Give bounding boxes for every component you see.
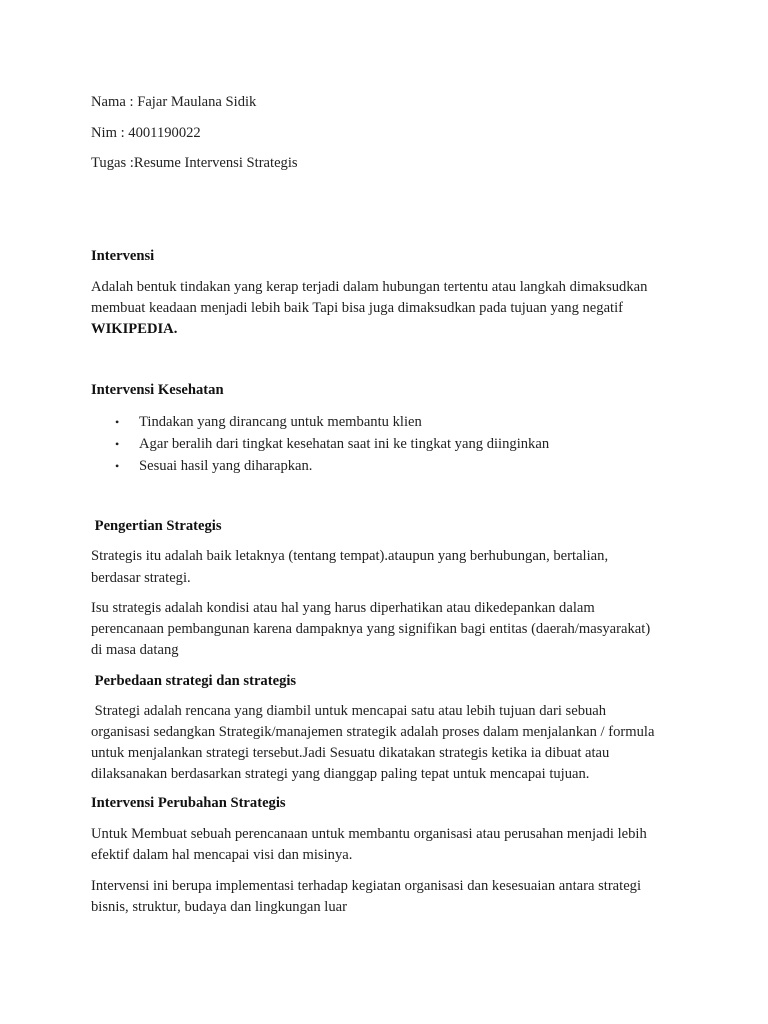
student-nim: Nim : 4001190022 [91, 125, 201, 141]
perubahan-para1-line-2: efektif dalam hal mencapai visi dan misinya. [91, 847, 353, 863]
perubahan-para1-line-1: Untuk Membuat sebuah perencanaan untuk membantu organisasi atau perusahan menjadi lebih [91, 826, 647, 842]
bullet-icon: • [115, 437, 120, 451]
heading-pengertian-strategis: Pengertian Strategis [91, 518, 222, 534]
bullet-icon: • [115, 415, 120, 429]
kesehatan-item-1: Tindakan yang dirancang untuk membantu klien [139, 414, 422, 430]
perbedaan-line-4: dilaksanakan berdasarkan strategi yang dianggap paling tepat untuk mencapai tujuan. [91, 766, 590, 782]
perbedaan-line-1: Strategi adalah rencana yang diambil untuk mencapai satu atau lebih tujuan dari sebuah [91, 703, 607, 719]
assignment-title: Tugas :Resume Intervensi Strategis [91, 155, 298, 171]
perbedaan-line-2: organisasi sedangkan Strategik/manajemen strategik adalah proses dalam menjalankan / formula [91, 724, 655, 740]
perbedaan-line-3: untuk menjalankan strategi tersebut.Jadi Sesuatu dikatakan strategis ketika ia dibuat atau [91, 745, 610, 761]
student-name: Nama : Fajar Maulana Sidik [91, 94, 257, 110]
pengertian-para1-line-1: Strategis itu adalah baik letaknya (tentang tempat).ataupun yang berhubungan, bertalian, [91, 548, 609, 564]
pengertian-para2-line-1: Isu strategis adalah kondisi atau hal yang harus diperhatikan atau dikedepankan dalam [91, 600, 595, 616]
heading-perbedaan: Perbedaan strategi dan strategis [91, 673, 297, 689]
heading-intervensi-kesehatan: Intervensi Kesehatan [91, 382, 224, 398]
intervensi-source: WIKIPEDIA. [91, 321, 178, 337]
heading-intervensi: Intervensi [91, 248, 155, 264]
intervensi-line-1: Adalah bentuk tindakan yang kerap terjadi dalam hubungan tertentu atau langkah dimaksudkan [91, 279, 648, 295]
pengertian-para2-line-3: di masa datang [91, 642, 179, 658]
bullet-icon: • [115, 459, 120, 473]
pengertian-para1-line-2: berdasar strategi. [91, 570, 191, 586]
pengertian-para2-line-2: perencanaan pembangunan karena dampaknya yang signifikan bagi entitas (daerah/masyarakat) [91, 621, 651, 637]
intervensi-line-2: membuat keadaan menjadi lebih baik Tapi bisa juga dimaksudkan pada tujuan yang negatif [91, 300, 624, 316]
heading-intervensi-perubahan: Intervensi Perubahan Strategis [91, 795, 286, 811]
kesehatan-item-2: Agar beralih dari tingkat kesehatan saat ini ke tingkat yang diinginkan [139, 436, 550, 452]
perubahan-para2-line-1: Intervensi ini berupa implementasi terhadap kegiatan organisasi dan kesesuaian antara strategi [91, 878, 642, 894]
kesehatan-item-3: Sesuai hasil yang diharapkan. [139, 458, 313, 474]
perubahan-para2-line-2: bisnis, struktur, budaya dan lingkungan luar [91, 899, 347, 915]
